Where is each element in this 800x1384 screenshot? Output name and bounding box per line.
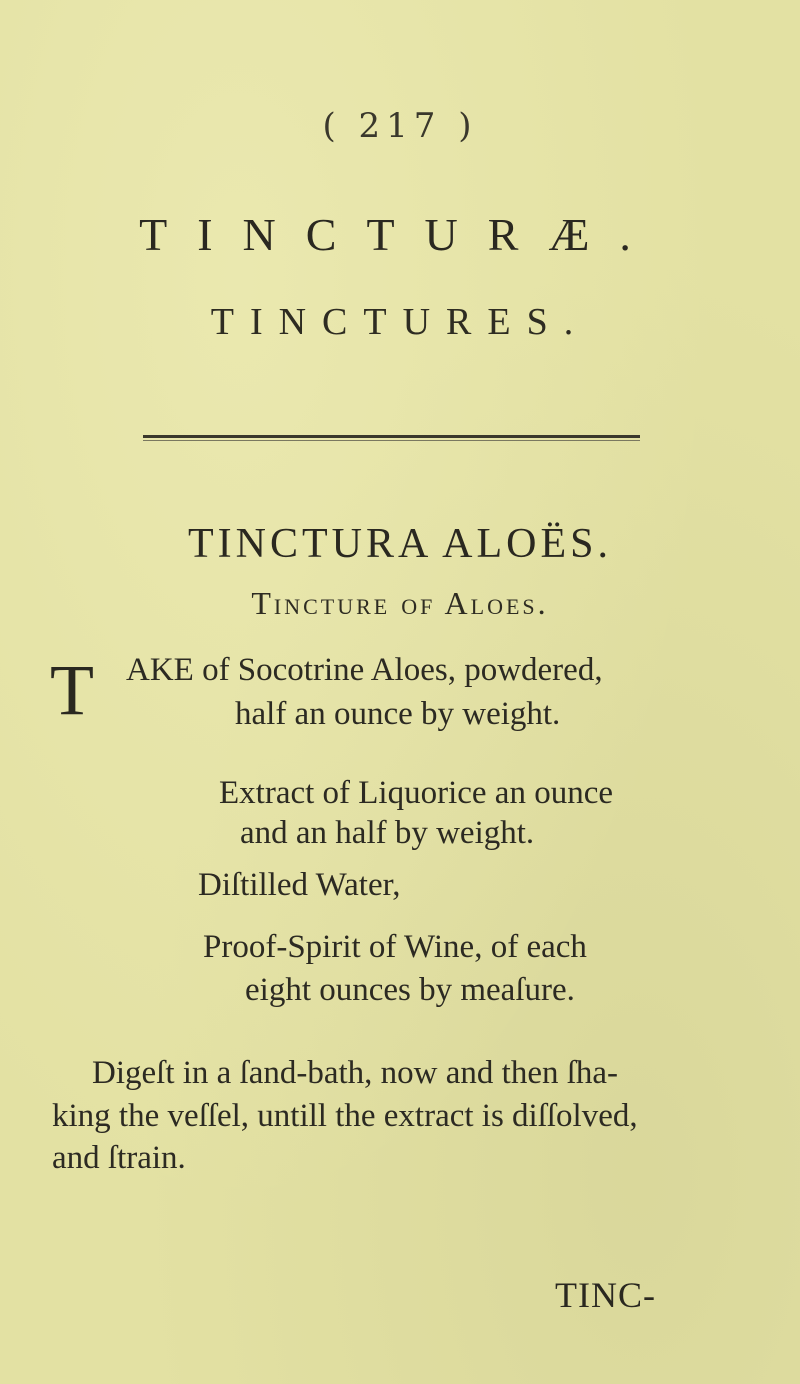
section-divider [143, 435, 640, 438]
recipe-line: AKE of Socotrine Aloes, powdered, [126, 652, 603, 688]
directions-line: Digeſt in a ſand-bath, now and then ſha- [92, 1055, 619, 1091]
recipe-line: Extract of Liquorice an ounce [219, 775, 613, 811]
recipe-title: TINCTURA ALOËS. [187, 521, 612, 567]
recipe-line: half an ounce by weight. [235, 696, 561, 732]
recipe-line: Proof-Spirit of Wine, of each [203, 929, 587, 965]
directions-line: king the veſſel, untill the extract is diſſolved, [52, 1098, 638, 1134]
drop-cap: T [50, 650, 94, 730]
english-heading: TINCTURES. [210, 301, 590, 343]
latin-heading: TINCTURÆ. [139, 209, 661, 260]
directions-line: and ſtrain. [52, 1140, 186, 1176]
section-divider-underline [143, 440, 640, 441]
catchword: TINC- [555, 1275, 656, 1315]
recipe-subtitle: Tincture of Aloes. [251, 585, 549, 621]
page-number: ( 217 ) [322, 106, 478, 146]
recipe-line: and an half by weight. [240, 815, 535, 851]
recipe-line: eight ounces by meaſure. [245, 972, 575, 1008]
recipe-line: Diſtilled Water, [198, 867, 401, 903]
